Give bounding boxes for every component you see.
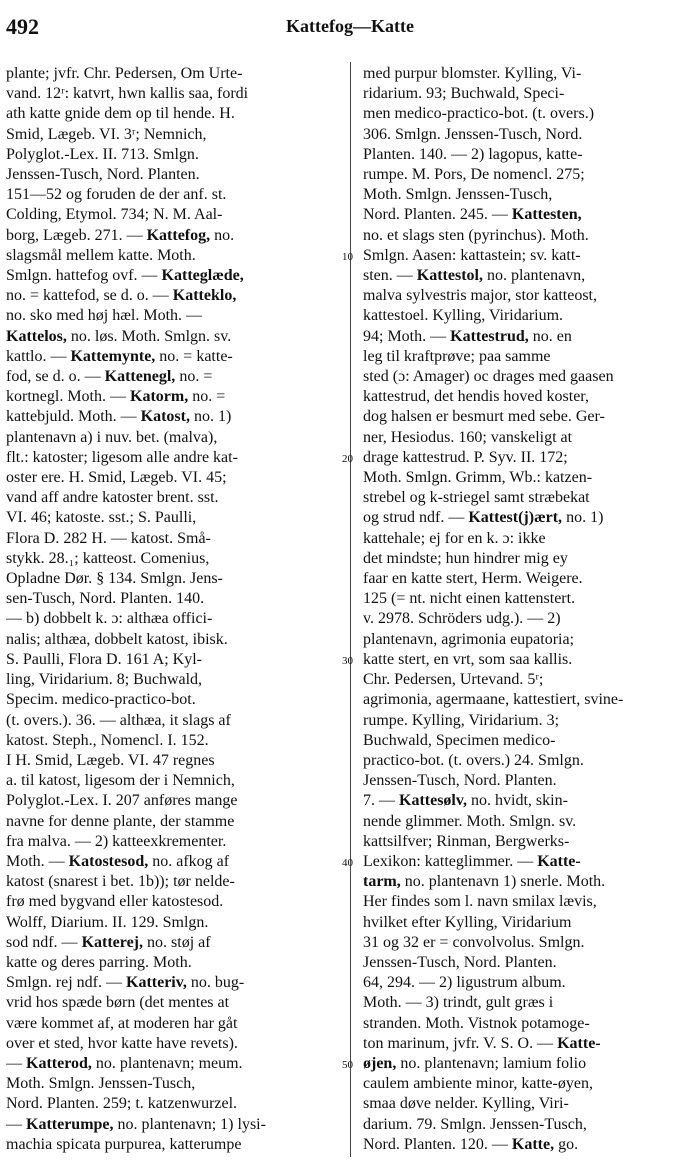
text-line: Moth. — 3) trindt, gult græs i [363,994,554,1012]
text-line: Opladne Dør. § 134. Smlgn. Jens- [6,570,223,588]
text-line: rumpe. Kylling, Viridarium. 3; [363,711,560,729]
text-line: vand. 12ʳ: katvrt, hwn kallis saa, fordi [6,85,249,103]
text-line: Nord. Planten. 259; t. katzenwurzel. [6,1095,238,1113]
text-line: Specim. medico-practico-bot. [6,691,196,709]
headword: Kattenegl, [104,368,176,386]
text-line: nalis; althæa, dobbelt katost, ibisk. [6,630,228,648]
text-line: kattlo. — Kattemynte, no. = katte- [6,347,233,365]
text-line: men medico-practico-bot. (t. overs.) [363,105,595,123]
headword: Kattesølv, [399,792,467,810]
text-line: Flora D. 282 H. — katost. Små- [6,529,211,547]
text-line: malva sylvestris major, stor katteost, [363,287,597,305]
text-line: — Katterumpe, no. plantenavn; 1) lysi- [6,1115,266,1133]
text-line: no. et slags sten (pyrinchus). Moth. [363,226,589,244]
text-line: Jenssen-Tusch, Nord. Planten. [6,166,200,184]
text-line: kattestrud, det hendis hoved koster, [363,388,589,406]
text-line: kattehale; ej for en k. ɔ: ikke [363,529,546,547]
text-line: Smlgn. Aasen: kattastein; sv. katt- [363,246,581,264]
text-line: oster ere. H. Smid, Lægeb. VI. 45; [6,469,227,487]
text-line: kortnegl. Moth. — Katorm, no. = [6,388,226,406]
text-line: 306. Smlgn. Jenssen-Tusch, Nord. [363,125,583,143]
text-line: fra malva. — 2) katteexkrementer. [6,832,227,850]
column-divider [350,62,351,1157]
text-line: katte stert, en vrt, som saa kallis. [363,650,573,668]
text-line: Colding, Etymol. 734; N. M. Aal- [6,206,223,224]
text-line: Chr. Pedersen, Urtevand. 5ʳ; [363,671,544,689]
line-number: 50 [342,1058,353,1071]
text-line: Kattelos, no. løs. Moth. Smlgn. sv. [6,327,232,345]
text-line: plante; jvfr. Chr. Pedersen, Om Urte- [6,65,243,82]
text-line: Smlgn. hattefog ovf. — Katteglæde, [6,267,244,285]
headword: Katterumpe, [26,1115,114,1133]
headword: Katteglæde, [161,267,244,285]
text-line: kattestoel. Kylling, Viridarium. [363,307,564,325]
text-line: Buchwald, Specimen medico- [363,731,556,749]
text-line: 151—52 og foruden de der anf. st. [6,186,227,204]
text-line: caulem ambiente minor, katte-øyen, [363,1075,593,1093]
text-line: nende glimmer. Moth. Smlgn. sv. [363,812,577,830]
text-line: no. = kattefod, se d. o. — Katteklo, [6,287,237,305]
text-line: ridarium. 93; Buchwald, Speci- [363,85,565,103]
running-head: Kattefog—Katte [286,16,414,36]
text-line: (t. overs.). 36. — althæa, it slags af [6,711,231,729]
text-line: no. sko med høj hæl. Moth. — [6,307,203,325]
headword: Katostesod, [68,852,149,870]
headword: tarm, [363,873,401,891]
text-line: — Katterod, no. plantenavn; meum. [6,1054,243,1072]
text-line: practico-bot. (t. overs.) 24. Smlgn. [363,751,584,769]
text-line: fod, se d. o. — Kattenegl, no. = [6,368,213,386]
text-line: med purpur blomster. Kylling, Vi- [363,65,582,82]
text-line: dog halsen er besmurt med sebe. Ger- [363,408,605,426]
text-line: det mindste; hun hindrer mig ey [363,549,568,567]
line-number: 20 [342,452,353,465]
text-line: strebel og k-striegel samt stræbekat [363,489,590,507]
headword: Katost, [140,408,190,426]
text-line: over et sted, hvor katte have revets). [6,1034,238,1052]
line-number: 30 [342,654,353,667]
text-line: sod ndf. — Katterej, no. støj af [6,933,211,951]
text-line: være kommet af, at moderen har gåt [6,1014,238,1032]
text-line: ath katte gnide dem op til hende. H. [6,105,235,123]
text-line: katte og deres parring. Moth. [6,953,192,971]
text-line: faar en katte stert, Herm. Weigere. [363,570,583,588]
text-line: Moth. Smlgn. Grimm, Wb.: katzen- [363,469,593,487]
text-line: flt.: katoster; ligesom alle andre kat- [6,448,238,466]
text-line: vrid hos spæde børn (det mentes at [6,994,230,1012]
text-line: stranden. Moth. Vistnok potamoge- [363,1014,590,1032]
headword: Kattestrud, [450,327,529,345]
text-line: tarm, no. plantenavn 1) snerle. Moth. [363,873,606,891]
text-line: S. Paulli, Flora D. 161 A; Kyl- [6,650,203,668]
text-line: hvilket efter Kylling, Viridarium [363,913,572,931]
text-line: Moth. Smlgn. Jenssen-Tusch, [6,1075,196,1093]
text-line: kattebjuld. Moth. — Katost, no. 1) [6,408,232,426]
text-line: Smlgn. rej ndf. — Katteriv, no. bug- [6,974,245,992]
text-line: ton marinum, jvfr. V. S. O. — Katte- [363,1034,601,1052]
text-line: sen-Tusch, Nord. Planten. 140. [6,590,205,608]
text-line: Lexikon: katteglimmer. — Katte- [363,852,581,870]
headword: Katte, [511,1135,555,1153]
text-line: og strud ndf. — Kattest(j)ært, no. 1) [363,509,604,527]
headword: Katte- [537,852,581,870]
text-line: smaa døve nelder. Kylling, Viri- [363,1095,569,1113]
text-line: frø med bygvand eller katostesod. [6,893,224,911]
text-line: VI. 46; katoste. sst.; S. Paulli, [6,509,197,527]
text-line: stykk. 28.₁; katteost. Comenius, [6,549,210,567]
text-line: agrimonia, agermaane, kattestiert, svine- [363,691,624,709]
headword: øjen, [363,1054,397,1072]
text-line: 125 (= nt. nicht einen kattenstert. [363,590,576,608]
page-header [6,14,694,42]
headword: Kattest(j)ært, [468,509,563,527]
text-line: katost. Steph., Nomencl. I. 152. [6,731,209,749]
headword: Kattesten, [511,206,582,224]
text-line: øjen, no. plantenavn; lamium folio [363,1054,587,1072]
text-line: I H. Smid, Lægeb. VI. 47 regnes [6,751,215,769]
text-line: drage kattestrud. P. Syv. II. 172; [363,448,568,466]
text-line: Jenssen-Tusch, Nord. Planten. [363,953,557,971]
text-line: ner, Hesiodus. 160; vanskeligt at [363,428,573,446]
text-line: Nord. Planten. 245. — Kattesten, [363,206,582,224]
left-column [6,64,339,1156]
text-line: v. 2978. Schröders udg.). — 2) [363,610,561,628]
text-line: plantenavn a) i nuv. bet. (malva), [6,428,218,446]
headword: Katte- [557,1034,601,1052]
headword: Kattelos, [6,327,67,345]
text-line: katost (snarest i bet. 1b)); tør nelde- [6,873,235,891]
text-line: leg til kraftprøve; paa samme [363,347,551,365]
text-line: 31 og 32 er = convolvolus. Smlgn. [363,933,585,951]
text-line: rumpe. M. Pors, De nomencl. 275; [363,166,585,184]
text-line: darium. 79. Smlgn. Jenssen-Tusch, [363,1115,587,1133]
text-line: Moth. — Katostesod, no. afkog af [6,852,230,870]
text-line: Smid, Lægeb. VI. 3ʳ; Nemnich, [6,125,207,143]
text-line: ling, Viridarium. 8; Buchwald, [6,671,203,689]
headword: Kattefog, [146,226,211,244]
text-line: Jenssen-Tusch, Nord. Planten. [363,772,557,790]
text-line: Polyglot.-Lex. I. 207 anføres mange [6,792,238,810]
line-number: 10 [342,250,353,263]
text-line: 64, 294. — 2) ligustrum album. [363,974,566,992]
text-line: Polyglot.-Lex. II. 713. Smlgn. [6,145,199,163]
text-line: machia spicata purpurea, katterumpe [6,1135,242,1153]
text-line: kattsilfver; Rinman, Bergwerks- [363,832,570,850]
text-line: slagsmål mellem katte. Moth. [6,246,196,264]
text-line: — b) dobbelt k. ɔ: althæa offici- [6,610,213,628]
text-line: borg, Lægeb. 271. — Kattefog, no. [6,226,235,244]
right-column [363,64,695,1156]
page-number: 492 [6,14,39,39]
headword: Katterod, [26,1054,92,1072]
headword: Kattemynte, [70,347,156,365]
text-line: plantenavn, agrimonia eupatoria; [363,630,575,648]
text-line: vand aff andre katoster brent. sst. [6,489,219,507]
text-line: Planten. 140. — 2) lagopus, katte- [363,145,583,163]
text-line: Nord. Planten. 120. — Katte, go. [363,1135,579,1153]
text-line: 7. — Kattesølv, no. hvidt, skin- [363,792,568,810]
headword: Katorm, [130,388,189,406]
text-line: navne for denne plante, der stamme [6,812,235,830]
text-line: a. til katost, ligesom der i Nemnich, [6,772,235,790]
text-line: 94; Moth. — Kattestrud, no. en [363,327,572,345]
headword: Katterej, [81,933,144,951]
text-line: sted (ɔ: Amager) oc drages med gaasen [363,368,614,386]
headword: Kattestol, [416,267,483,285]
headword: Katteklo, [172,287,237,305]
line-number: 40 [342,856,353,869]
headword: Katteriv, [126,974,187,992]
text-line: Wolff, Diarium. II. 129. Smlgn. [6,913,209,931]
text-line: Moth. Smlgn. Jenssen-Tusch, [363,186,553,204]
text-line: Her findes som l. navn smilax lævis, [363,893,597,911]
text-line: sten. — Kattestol, no. plantenavn, [363,267,586,285]
